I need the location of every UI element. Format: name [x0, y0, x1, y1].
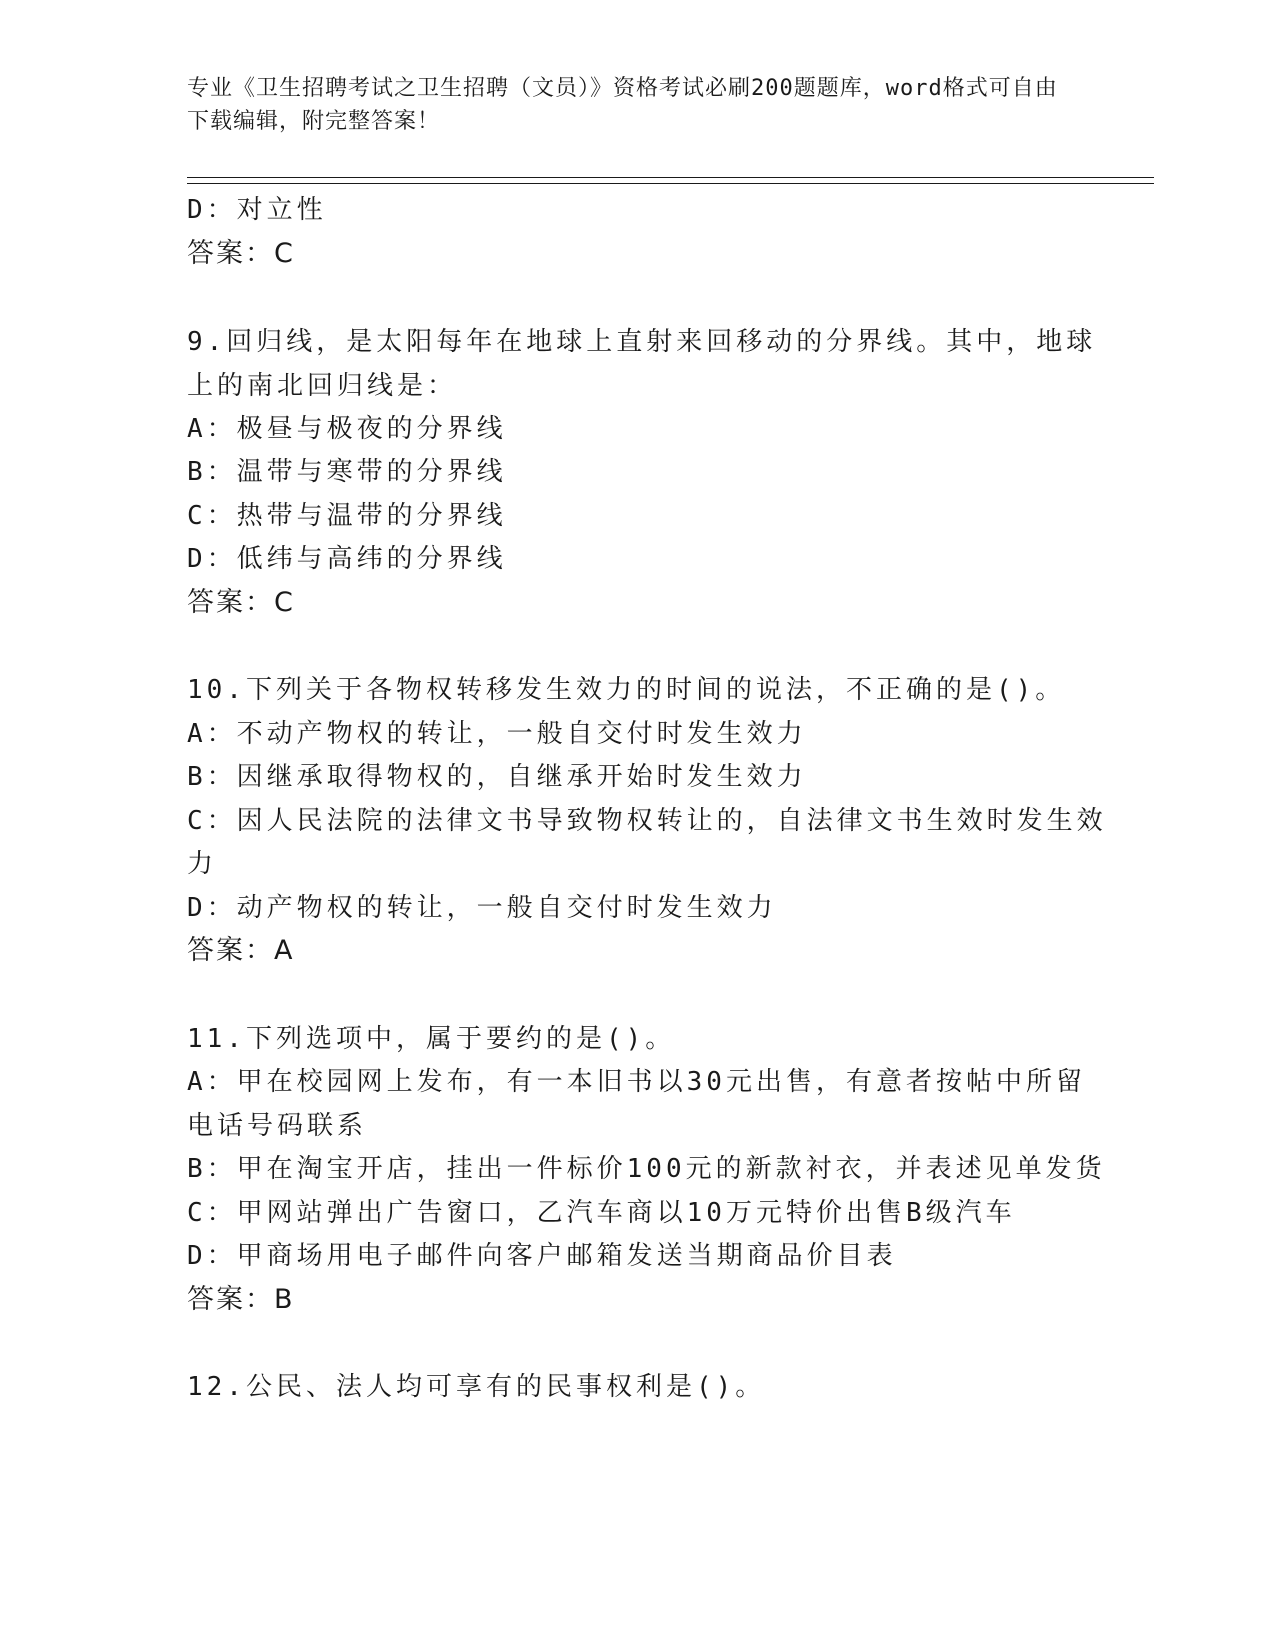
q12-stem: 12.公民、法人均可享有的民事权利是()。	[187, 1372, 766, 1402]
q9-stem-line1: 9.回归线，是太阳每年在地球上直射来回移动的分界线。其中，地球	[187, 327, 1097, 357]
q9-option-c: C：热带与温带的分界线	[187, 501, 507, 531]
q8-answer: 答案：C	[187, 238, 295, 269]
q8-option-d: D：对立性	[187, 195, 327, 225]
q9-option-a: A：极昼与极夜的分界线	[187, 414, 507, 444]
q10-option-a: A：不动产物权的转让，一般自交付时发生效力	[187, 719, 807, 749]
q11-option-d: D：甲商场用电子邮件向客户邮箱发送当期商品价目表	[187, 1241, 897, 1271]
q10-option-b: B：因继承取得物权的，自继承开始时发生效力	[187, 762, 807, 792]
q10-answer: 答案：A	[187, 935, 295, 966]
q10-option-c-line1: C：因人民法院的法律文书导致物权转让的，自法律文书生效时发生效	[187, 806, 1107, 836]
header-divider-bottom	[187, 183, 1154, 184]
q11-option-a-line1: A：甲在校园网上发布，有一本旧书以30元出售，有意者按帖中所留	[187, 1067, 1086, 1097]
q11-option-a-line2: 电话号码联系	[187, 1111, 368, 1141]
q10-stem: 10.下列关于各物权转移发生效力的时间的说法，不正确的是()。	[187, 675, 1066, 705]
q10-option-c-line2: 力	[187, 849, 218, 879]
q9-stem-line2: 上的南北回归线是：	[187, 371, 458, 401]
q9-answer: 答案：C	[187, 587, 295, 618]
q11-answer: 答案：B	[187, 1284, 295, 1315]
document-header: 专业《卫生招聘考试之卫生招聘（文员）》资格考试必刷200题题库，word格式可自由下载编辑，附完整答案！	[187, 76, 1058, 134]
q9-option-b: B：温带与寒带的分界线	[187, 457, 507, 487]
q11-option-b: B：甲在淘宝开店，挂出一件标价100元的新款衬衣，并表述见单发货	[187, 1154, 1106, 1184]
q9-option-d: D：低纬与高纬的分界线	[187, 544, 507, 574]
q10-option-d: D：动产物权的转让，一般自交付时发生效力	[187, 893, 777, 923]
q11-option-c: C：甲网站弹出广告窗口，乙汽车商以10万元特价出售B级汽车	[187, 1198, 1016, 1228]
q11-stem: 11.下列选项中，属于要约的是()。	[187, 1024, 676, 1054]
header-divider-top	[187, 177, 1154, 178]
